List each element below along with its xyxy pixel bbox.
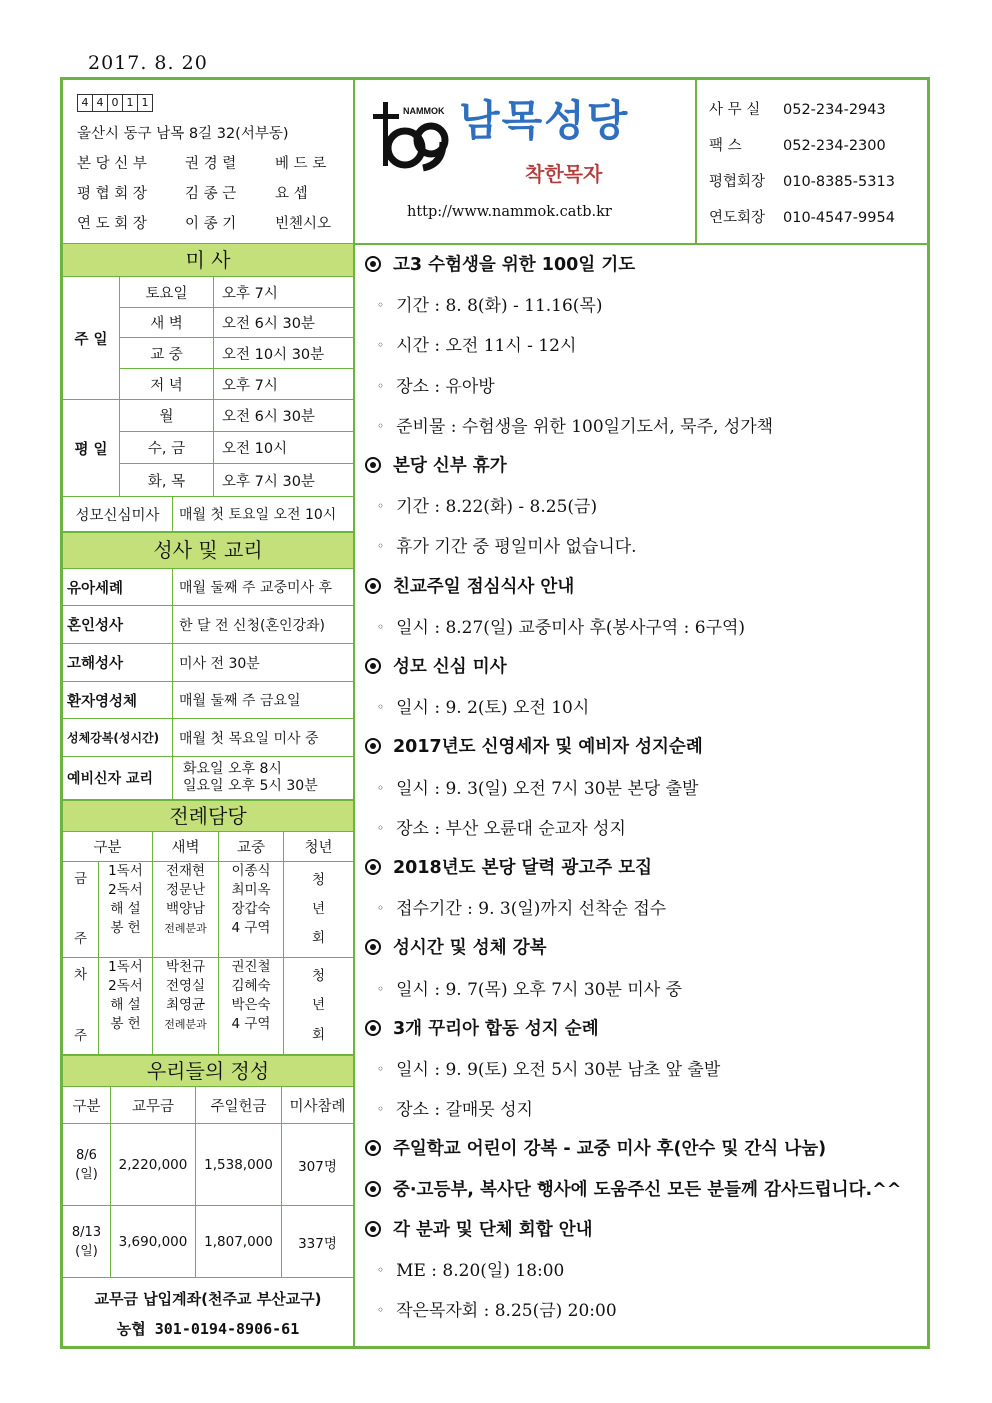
small-circle-icon: ◦ (377, 820, 385, 835)
notice-detail (377, 1095, 533, 1120)
mass-row (120, 432, 353, 464)
staff-name: 김 종 근 (185, 186, 237, 202)
website-link[interactable]: http://www.nammok.catb.kr (407, 204, 612, 220)
staff-baptismal: 베 드 로 (275, 156, 327, 172)
liturgy-week-label (63, 958, 99, 1054)
liturgy-person: 4 구역 (231, 1016, 271, 1032)
offering-collection: 1,807,000 (196, 1206, 282, 1277)
notice-heading (365, 1135, 826, 1160)
liturgy-person: 박은숙 (231, 997, 271, 1013)
notice-text: 장소 : 유아방 (396, 376, 495, 397)
zip-digit: 1 (137, 94, 153, 112)
notice-text: 친교주일 점심식사 안내 (393, 576, 575, 597)
liturgy-dawn (153, 862, 219, 957)
catechumen-line: 일요일 오후 5시 30분 (183, 778, 318, 794)
liturgy-week-bottom: 주 (73, 1028, 88, 1044)
bulletin-frame (60, 77, 930, 1349)
target-bullet-icon (365, 578, 381, 594)
notice-detail (377, 1055, 720, 1080)
mass-row (120, 338, 353, 369)
notice-text: 작은목자회 : 8.25(금) 20:00 (396, 1301, 617, 1322)
sacrament-value: 미사 전 30분 (179, 655, 260, 672)
parish-logo-icon (369, 98, 459, 174)
liturgy-youth (284, 862, 353, 957)
notice-text: 휴가 기간 중 평일미사 없습니다. (396, 537, 637, 558)
liturgy-header-row (63, 832, 353, 862)
offering-attendance: 337명 (298, 1235, 337, 1252)
contact-value: 010-4547-9954 (783, 210, 895, 226)
liturgy-youth-char: 회 (311, 930, 326, 946)
staff-baptismal: 빈첸시오 (275, 216, 332, 232)
small-circle-icon: ◦ (377, 378, 385, 393)
mass-heading: 미 사 (63, 243, 353, 277)
liturgy-week-top: 차 (73, 967, 88, 983)
small-circle-icon: ◦ (377, 981, 385, 996)
notice-text: 기간 : 8.22(화) - 8.25(금) (396, 497, 598, 518)
notice-text: 장소 : 갈매못 성지 (396, 1100, 533, 1121)
notice-text: 기간 : 8. 8(화) - 11.16(목) (396, 296, 603, 317)
mass-name: 토요일 (120, 277, 214, 307)
liturgy-col-header: 새벽 (153, 832, 219, 861)
zip-digit: 4 (92, 94, 108, 112)
notice-detail (377, 1296, 617, 1321)
account-title: 교무금 납입계좌(천주교 부산교구) (94, 1290, 322, 1308)
liturgy-role: 봉 헌 (110, 920, 141, 936)
staff-role: 본 당 신 부 (77, 156, 147, 172)
liturgy-person: 정문난 (165, 882, 206, 898)
contact-info (697, 80, 927, 243)
liturgy-roles (99, 862, 153, 957)
header-info (63, 80, 355, 243)
notice-text: 성시간 및 성체 강복 (393, 938, 547, 959)
catechumen-row (63, 757, 353, 800)
notice-text: 3개 꾸리아 합동 성지 순례 (393, 1018, 599, 1039)
contact-label: 연도회장 (709, 210, 766, 226)
liturgy-person: 4 구역 (231, 920, 271, 936)
liturgy-col-header: 교중 (219, 832, 284, 861)
target-bullet-icon (365, 1140, 381, 1156)
notice-text: ME : 8.20(일) 18:00 (396, 1261, 565, 1281)
small-circle-icon: ◦ (377, 1062, 385, 1076)
offering-date-text: 8/13 (71, 1224, 102, 1240)
liturgy-week-top: 금 (73, 871, 88, 887)
liturgy-youth-char: 청 (311, 968, 326, 985)
sacrament-value: 매월 둘째 주 교중미사 후 (179, 580, 333, 596)
notice-detail (377, 1256, 564, 1281)
liturgy-person: 최미옥 (231, 882, 271, 898)
contact-label: 사 무 실 (709, 102, 761, 118)
notice-detail (377, 372, 495, 397)
contact-label: 평협회장 (709, 174, 766, 190)
target-bullet-icon (365, 658, 381, 674)
liturgy-person: 권진철 (231, 959, 271, 975)
notice-heading (365, 854, 652, 879)
header-title-area (355, 80, 697, 243)
liturgy-role: 1독서 (108, 959, 143, 975)
zip-digit: 4 (77, 94, 93, 112)
offering-day-text: (일) (75, 1243, 98, 1259)
staff-baptismal: 요 셉 (275, 186, 308, 202)
notice-heading (365, 934, 547, 959)
bulletin-date: 2017. 8. 20 (88, 52, 208, 74)
staff-name: 이 종 기 (185, 216, 237, 232)
mass-time: 오전 6시 30분 (222, 409, 315, 425)
header (63, 80, 927, 245)
contact-row (709, 98, 886, 119)
notice-detail (377, 774, 698, 799)
notice-heading (365, 251, 635, 276)
offering-collection: 1,538,000 (196, 1124, 282, 1205)
sacrament-value: 한 달 전 신청(혼인강좌) (179, 617, 325, 634)
notice-detail (377, 814, 626, 839)
mass-row (120, 369, 353, 400)
mass-row (120, 400, 353, 432)
sacraments-heading: 성사 및 교리 (63, 532, 353, 569)
small-circle-icon: ◦ (377, 619, 385, 634)
offering-col-header: 주일헌금 (196, 1087, 282, 1123)
notice-detail (377, 894, 666, 919)
catechumen-name: 예비신자 교리 (63, 757, 173, 799)
contact-value: 052-234-2300 (783, 138, 886, 154)
contact-row (709, 134, 886, 155)
notice-detail (377, 975, 682, 1000)
left-column (63, 243, 355, 1349)
mass-name: 월 (120, 400, 214, 431)
mass-name: 저 녁 (120, 369, 214, 399)
sacrament-name: 환자영성체 (63, 682, 173, 718)
mass-name: 화, 목 (120, 464, 214, 496)
offering-date-text: 8/6 (76, 1147, 97, 1163)
liturgy-person: 박천규 (165, 959, 206, 975)
contact-label: 팩 스 (709, 138, 742, 154)
liturgy-person: 전례분과 (164, 1018, 207, 1031)
liturgy-role: 2독서 (108, 978, 143, 994)
sacrament-row (63, 606, 353, 644)
parish-title: 남목성당 (459, 96, 630, 145)
notice-text: 접수기간 : 9. 3(일)까지 선착순 접수 (396, 899, 667, 920)
sacrament-value: 매월 첫 목요일 미사 중 (179, 730, 319, 747)
contact-row (709, 206, 895, 227)
notice-detail (377, 291, 603, 316)
staff-row (77, 152, 326, 173)
notice-text: 본당 신부 휴가 (393, 456, 507, 476)
liturgy-person: 김혜숙 (231, 978, 271, 994)
zip-digit: 0 (107, 94, 123, 112)
small-circle-icon: ◦ (377, 338, 385, 353)
weekday-label: 평 일 (63, 400, 120, 496)
liturgy-col-header: 구분 (63, 832, 153, 861)
staff-role: 평 협 회 장 (77, 186, 147, 202)
liturgy-main (219, 958, 284, 1054)
liturgy-week-label (63, 862, 99, 957)
target-bullet-icon (365, 738, 381, 754)
offering-dues: 2,220,000 (111, 1124, 196, 1205)
staff-row (77, 212, 331, 233)
liturgy-role: 해 설 (110, 997, 141, 1013)
notices-column (355, 243, 927, 1349)
offering-date (63, 1124, 111, 1205)
account-number: 농협 301-0194-8906-61 (116, 1320, 300, 1338)
offering-row (63, 1124, 353, 1206)
small-circle-icon: ◦ (377, 418, 385, 433)
liturgy-youth-char: 년 (311, 901, 326, 917)
notice-heading (365, 733, 703, 758)
small-circle-icon: ◦ (377, 780, 385, 795)
notice-text: 일시 : 8.27(일) 교중미사 후(봉사구역 : 6구역) (396, 617, 746, 638)
special-mass-name: 성모신심미사 (63, 497, 173, 531)
offering-col-header: 구분 (63, 1087, 111, 1123)
small-circle-icon: ◦ (377, 298, 385, 313)
zip-digit: 1 (122, 94, 138, 112)
target-bullet-icon (365, 1181, 381, 1197)
offering-col-header: 교무금 (111, 1087, 196, 1123)
liturgy-person: 전례분과 (164, 922, 207, 935)
small-circle-icon: ◦ (377, 1263, 385, 1277)
liturgy-youth (284, 958, 353, 1054)
liturgy-role: 봉 헌 (110, 1016, 141, 1032)
target-bullet-icon (365, 457, 381, 473)
liturgy-person: 이종식 (231, 863, 271, 879)
mass-time: 오전 6시 30분 (222, 316, 315, 332)
offering-header-row (63, 1087, 353, 1124)
liturgy-role: 1독서 (108, 863, 143, 879)
sacrament-row (63, 644, 353, 682)
staff-name: 권 경 렬 (185, 156, 237, 172)
liturgy-heading: 전례담당 (63, 800, 353, 832)
offering-col-header: 미사참례 (289, 1098, 346, 1115)
notice-text: 일시 : 9. 7(목) 오후 7시 30분 미사 중 (396, 979, 683, 1000)
parish-subtitle: 착한목자 (525, 162, 603, 186)
sacrament-name: 유아세례 (63, 569, 173, 605)
liturgy-dawn (153, 958, 219, 1054)
notice-detail (377, 412, 773, 437)
liturgy-person: 백양남 (165, 901, 206, 917)
notice-heading (365, 452, 507, 477)
offering-day-text: (일) (75, 1166, 98, 1182)
logo-text: NAMMOK (403, 106, 445, 116)
liturgy-person: 장갑숙 (231, 901, 271, 917)
mass-row (120, 308, 353, 338)
small-circle-icon: ◦ (377, 539, 385, 554)
mass-time: 오후 7시 (222, 377, 278, 394)
liturgy-youth-char: 년 (311, 997, 326, 1014)
target-bullet-icon (365, 939, 381, 955)
contact-value: 010-8385-5313 (783, 174, 895, 190)
sacrament-row (63, 569, 353, 606)
staff-row (77, 182, 308, 203)
notice-text: 2017년도 신영세자 및 예비자 성지순례 (393, 737, 703, 758)
notice-detail (377, 331, 576, 356)
mass-row (120, 277, 353, 308)
small-circle-icon: ◦ (377, 1102, 385, 1117)
notice-text: 장소 : 부산 오륜대 순교자 성지 (396, 818, 626, 839)
offering-attendance: 307명 (298, 1158, 337, 1175)
liturgy-group (63, 862, 353, 958)
liturgy-person: 전영실 (165, 978, 206, 994)
mass-name: 새 벽 (120, 308, 214, 337)
offering-row (63, 1206, 353, 1278)
liturgy-youth-char: 청 (311, 872, 326, 888)
mass-time: 오후 7시 (222, 285, 278, 302)
catechumen-schedule (173, 757, 353, 799)
liturgy-youth-char: 회 (311, 1026, 326, 1043)
special-mass-time: 매월 첫 토요일 오전 10시 (179, 507, 337, 523)
mass-row (120, 464, 353, 497)
offering-dues: 3,690,000 (111, 1206, 196, 1277)
notice-text: 준비물 : 수험생을 위한 100일기도서, 묵주, 성가책 (396, 416, 774, 437)
account-info (63, 1278, 353, 1348)
notice-text: 2018년도 본당 달력 광고주 모집 (393, 858, 653, 878)
catechumen-line: 화요일 오후 8시 (183, 761, 282, 777)
small-circle-icon: ◦ (377, 1303, 385, 1318)
notice-text: 중·고등부, 복사단 행사에 도움주신 모든 분들께 감사드립니다.^^ (393, 1179, 902, 1200)
notice-heading (365, 1176, 901, 1201)
target-bullet-icon (365, 256, 381, 272)
staff-role: 연 도 회 장 (77, 216, 147, 232)
sacrament-name: 고해성사 (63, 644, 173, 681)
liturgy-role: 2독서 (108, 882, 143, 898)
sacrament-name: 혼인성사 (63, 606, 173, 643)
sacrament-value: 매월 둘째 주 금요일 (179, 693, 301, 709)
notice-text: 성모 신심 미사 (393, 657, 507, 677)
notice-detail (377, 532, 637, 557)
notice-heading (365, 573, 574, 598)
small-circle-icon: ◦ (377, 499, 385, 514)
notice-heading (365, 1216, 593, 1241)
notice-detail (377, 693, 589, 718)
notice-text: 일시 : 9. 3(일) 오전 7시 30분 본당 출발 (396, 778, 699, 799)
offering-date (63, 1206, 111, 1277)
address: 울산시 동구 남목 8길 32(서부동) (77, 126, 289, 142)
liturgy-col-header: 청년 (304, 840, 333, 856)
sunday-label: 주 일 (63, 277, 120, 399)
liturgy-role: 해 설 (110, 901, 141, 917)
notice-heading (365, 653, 507, 678)
notice-detail (377, 492, 597, 517)
small-circle-icon: ◦ (377, 901, 385, 916)
notice-text: 각 분과 및 단체 회합 안내 (393, 1219, 593, 1240)
liturgy-week-bottom: 주 (73, 931, 88, 947)
offering-heading: 우리들의 정성 (63, 1055, 353, 1087)
special-mass-row (63, 497, 353, 532)
notice-text: 주일학교 어린이 강복 - 교중 미사 후(안수 및 간식 나눔) (393, 1139, 827, 1160)
notice-text: 일시 : 9. 9(토) 오전 5시 30분 남초 앞 출발 (396, 1060, 721, 1080)
liturgy-person: 최영균 (165, 997, 206, 1013)
contact-value: 052-234-2943 (783, 102, 886, 118)
sacrament-name: 성체강복(성시간) (63, 719, 173, 756)
contact-row (709, 170, 895, 191)
liturgy-main (219, 862, 284, 957)
sacrament-row (63, 682, 353, 719)
liturgy-person: 전재현 (165, 863, 206, 879)
mass-time: 오후 7시 30분 (222, 473, 315, 490)
mass-name: 수, 금 (120, 432, 214, 463)
mass-time: 오전 10시 30분 (222, 346, 325, 363)
liturgy-roles (99, 958, 153, 1054)
sacrament-row (63, 719, 353, 757)
notice-detail (377, 613, 745, 638)
mass-name: 교 중 (120, 338, 214, 368)
notice-heading (365, 1015, 599, 1040)
liturgy-group (63, 958, 353, 1055)
mass-time: 오전 10시 (222, 441, 288, 457)
zip-code (77, 94, 152, 112)
notice-text: 시간 : 오전 11시 - 12시 (396, 336, 577, 357)
target-bullet-icon (365, 1020, 381, 1036)
target-bullet-icon (365, 1221, 381, 1237)
small-circle-icon: ◦ (377, 700, 385, 715)
notice-text: 일시 : 9. 2(토) 오전 10시 (396, 698, 590, 719)
notice-text: 고3 수험생을 위한 100일 기도 (393, 255, 636, 275)
target-bullet-icon (365, 859, 381, 875)
